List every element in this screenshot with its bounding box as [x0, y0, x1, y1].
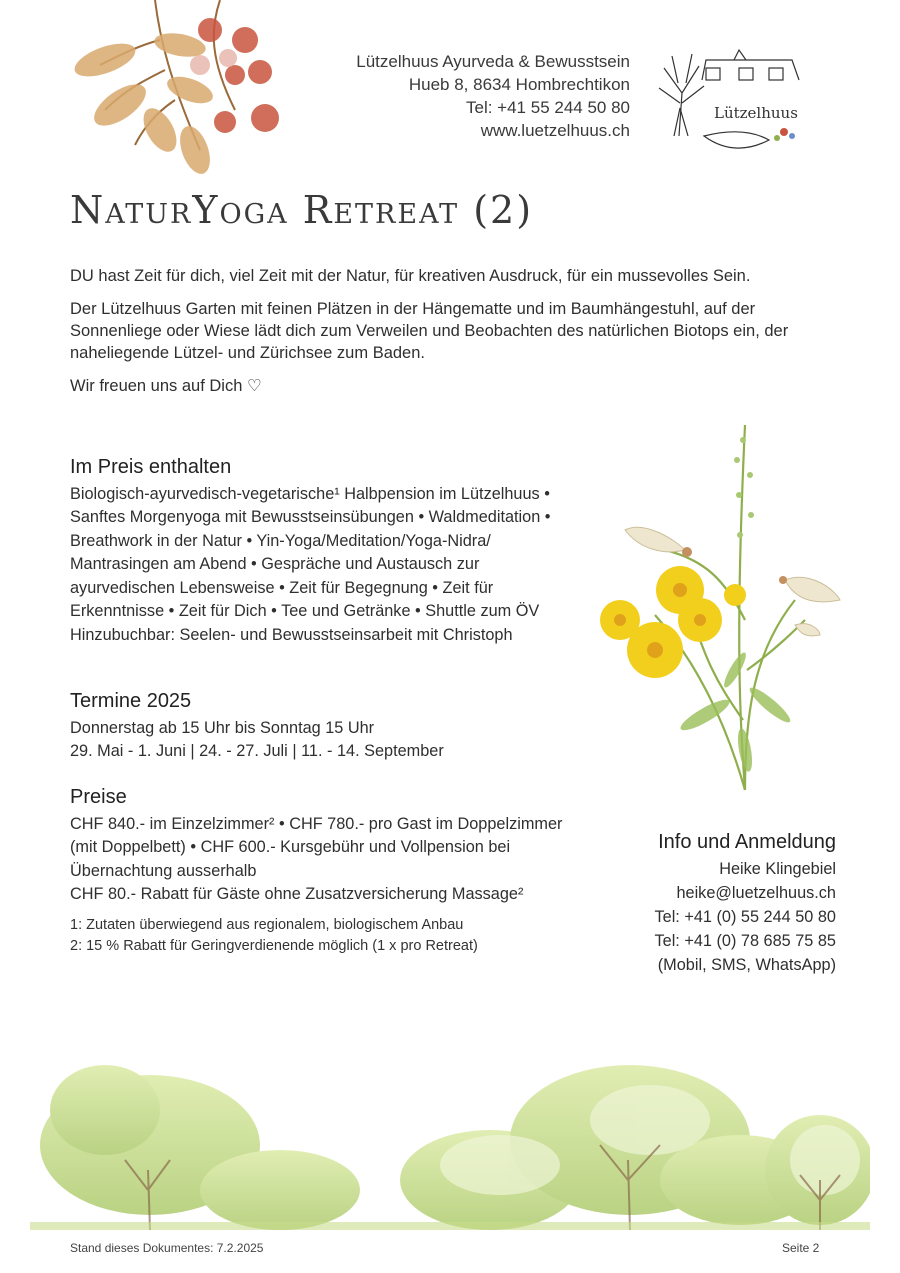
page-title: NaturYoga Retreat (2)	[70, 188, 534, 232]
header-address	[300, 50, 630, 142]
intro-paragraph-1: DU hast Zeit für dich, viel Zeit mit der Natur, für kreativen Ausdruck, für ein mussevolles Sein.	[70, 267, 751, 285]
included-line: Hinzubuchbar: Seelen- und Bewusstseinsarbeit mit Christoph	[70, 625, 513, 644]
intro-paragraph-3: Wir freuen uns auf Dich ♡	[70, 377, 262, 395]
header-org: Lützelhuus Ayurveda & Bewusstsein	[356, 52, 630, 71]
included-section	[70, 456, 551, 647]
wildflower-illustration	[595, 420, 845, 795]
prices-line: (mit Doppelbett) • CHF 600.- Kursgebühr und Vollpension bei	[70, 838, 511, 856]
trees-illustration	[30, 1050, 870, 1235]
dates-section	[70, 690, 444, 764]
included-heading: Im Preis enthalten	[70, 456, 232, 478]
daisy-flowers	[600, 566, 746, 678]
info-section	[600, 830, 836, 977]
footnote-2: 2: 15 % Rabatt für Geringverdienende möglich (1 x pro Retreat)	[70, 937, 478, 954]
info-note: (Mobil, SMS, WhatsApp)	[657, 956, 836, 974]
header-website[interactable]: www.luetzelhuus.ch	[480, 121, 630, 140]
included-line: Biologisch-ayurvedisch-vegetarische¹ Halbpension im Lützelhuus •	[70, 484, 550, 503]
included-line: Erkenntnisse • Zeit für Dich • Tee und Getränke • Shuttle zum ÖV	[70, 602, 540, 620]
footer-page-number: Seite 2	[782, 1241, 820, 1255]
intro-paragraph-2: Der Lützelhuus Garten mit feinen Plätzen in der Hängematte und im Baumhängestuhl, auf der Sonnenliege oder Wiese lädt dich zum Verweilen und Beobachten des natürlichen Biotops ein, der naheliegende Lützel- und Zürichsee zum Baden.	[70, 300, 789, 362]
dates-line-2: 29. Mai - 1. Juni | 24. - 27. Juli | 11. - 14. September	[70, 742, 444, 760]
footnote-1: 1: Zutaten überwiegend aus regionalem, biologischem Anbau	[70, 916, 464, 933]
dates-line-1: Donnerstag ab 15 Uhr bis Sonntag 15 Uhr	[70, 718, 375, 737]
info-name: Heike Klingebiel	[719, 860, 836, 878]
info-heading: Info und Anmeldung	[658, 831, 836, 853]
header-street: Hueb 8, 8634 Hombrechtikon	[408, 75, 630, 94]
footer-document-date: Stand dieses Dokumentes: 7.2.2025	[70, 1241, 264, 1255]
prices-line: CHF 80.- Rabatt für Gäste ohne Zusatzversicherung Massage²	[70, 885, 524, 903]
prices-heading: Preise	[70, 786, 127, 808]
info-phone-2[interactable]: Tel: +41 (0) 78 685 75 85	[654, 932, 836, 950]
logo-text: Lützelhuus	[714, 104, 798, 122]
included-line: Mantrasingen am Abend • Gespräche und Austausch zur	[70, 555, 480, 573]
included-line: Breathwork in der Natur • Yin-Yoga/Meditation/Yoga-Nidra/	[70, 531, 491, 550]
luetzelhuus-logo	[644, 48, 814, 160]
info-email[interactable]: heike@luetzelhuus.ch	[676, 884, 836, 902]
prices-line: CHF 840.- im Einzelzimmer² • CHF 780.- pro Gast im Doppelzimmer	[70, 814, 563, 833]
included-line: ayurvedischen Lebensweise • Zeit für Begegnung • Zeit für	[70, 578, 494, 597]
included-line: Sanftes Morgenyoga mit Bewusstseinsübungen • Waldmeditation •	[70, 508, 551, 526]
prices-line: Übernachtung ausserhalb	[70, 861, 257, 880]
dates-heading: Termine 2025	[70, 690, 192, 712]
intro-text	[70, 265, 850, 408]
header-phone[interactable]: Tel: +41 55 244 50 80	[466, 98, 630, 117]
leaf-branch-illustration	[60, 0, 290, 175]
info-phone-1[interactable]: Tel: +41 (0) 55 244 50 80	[654, 908, 836, 926]
prices-section	[70, 786, 562, 957]
